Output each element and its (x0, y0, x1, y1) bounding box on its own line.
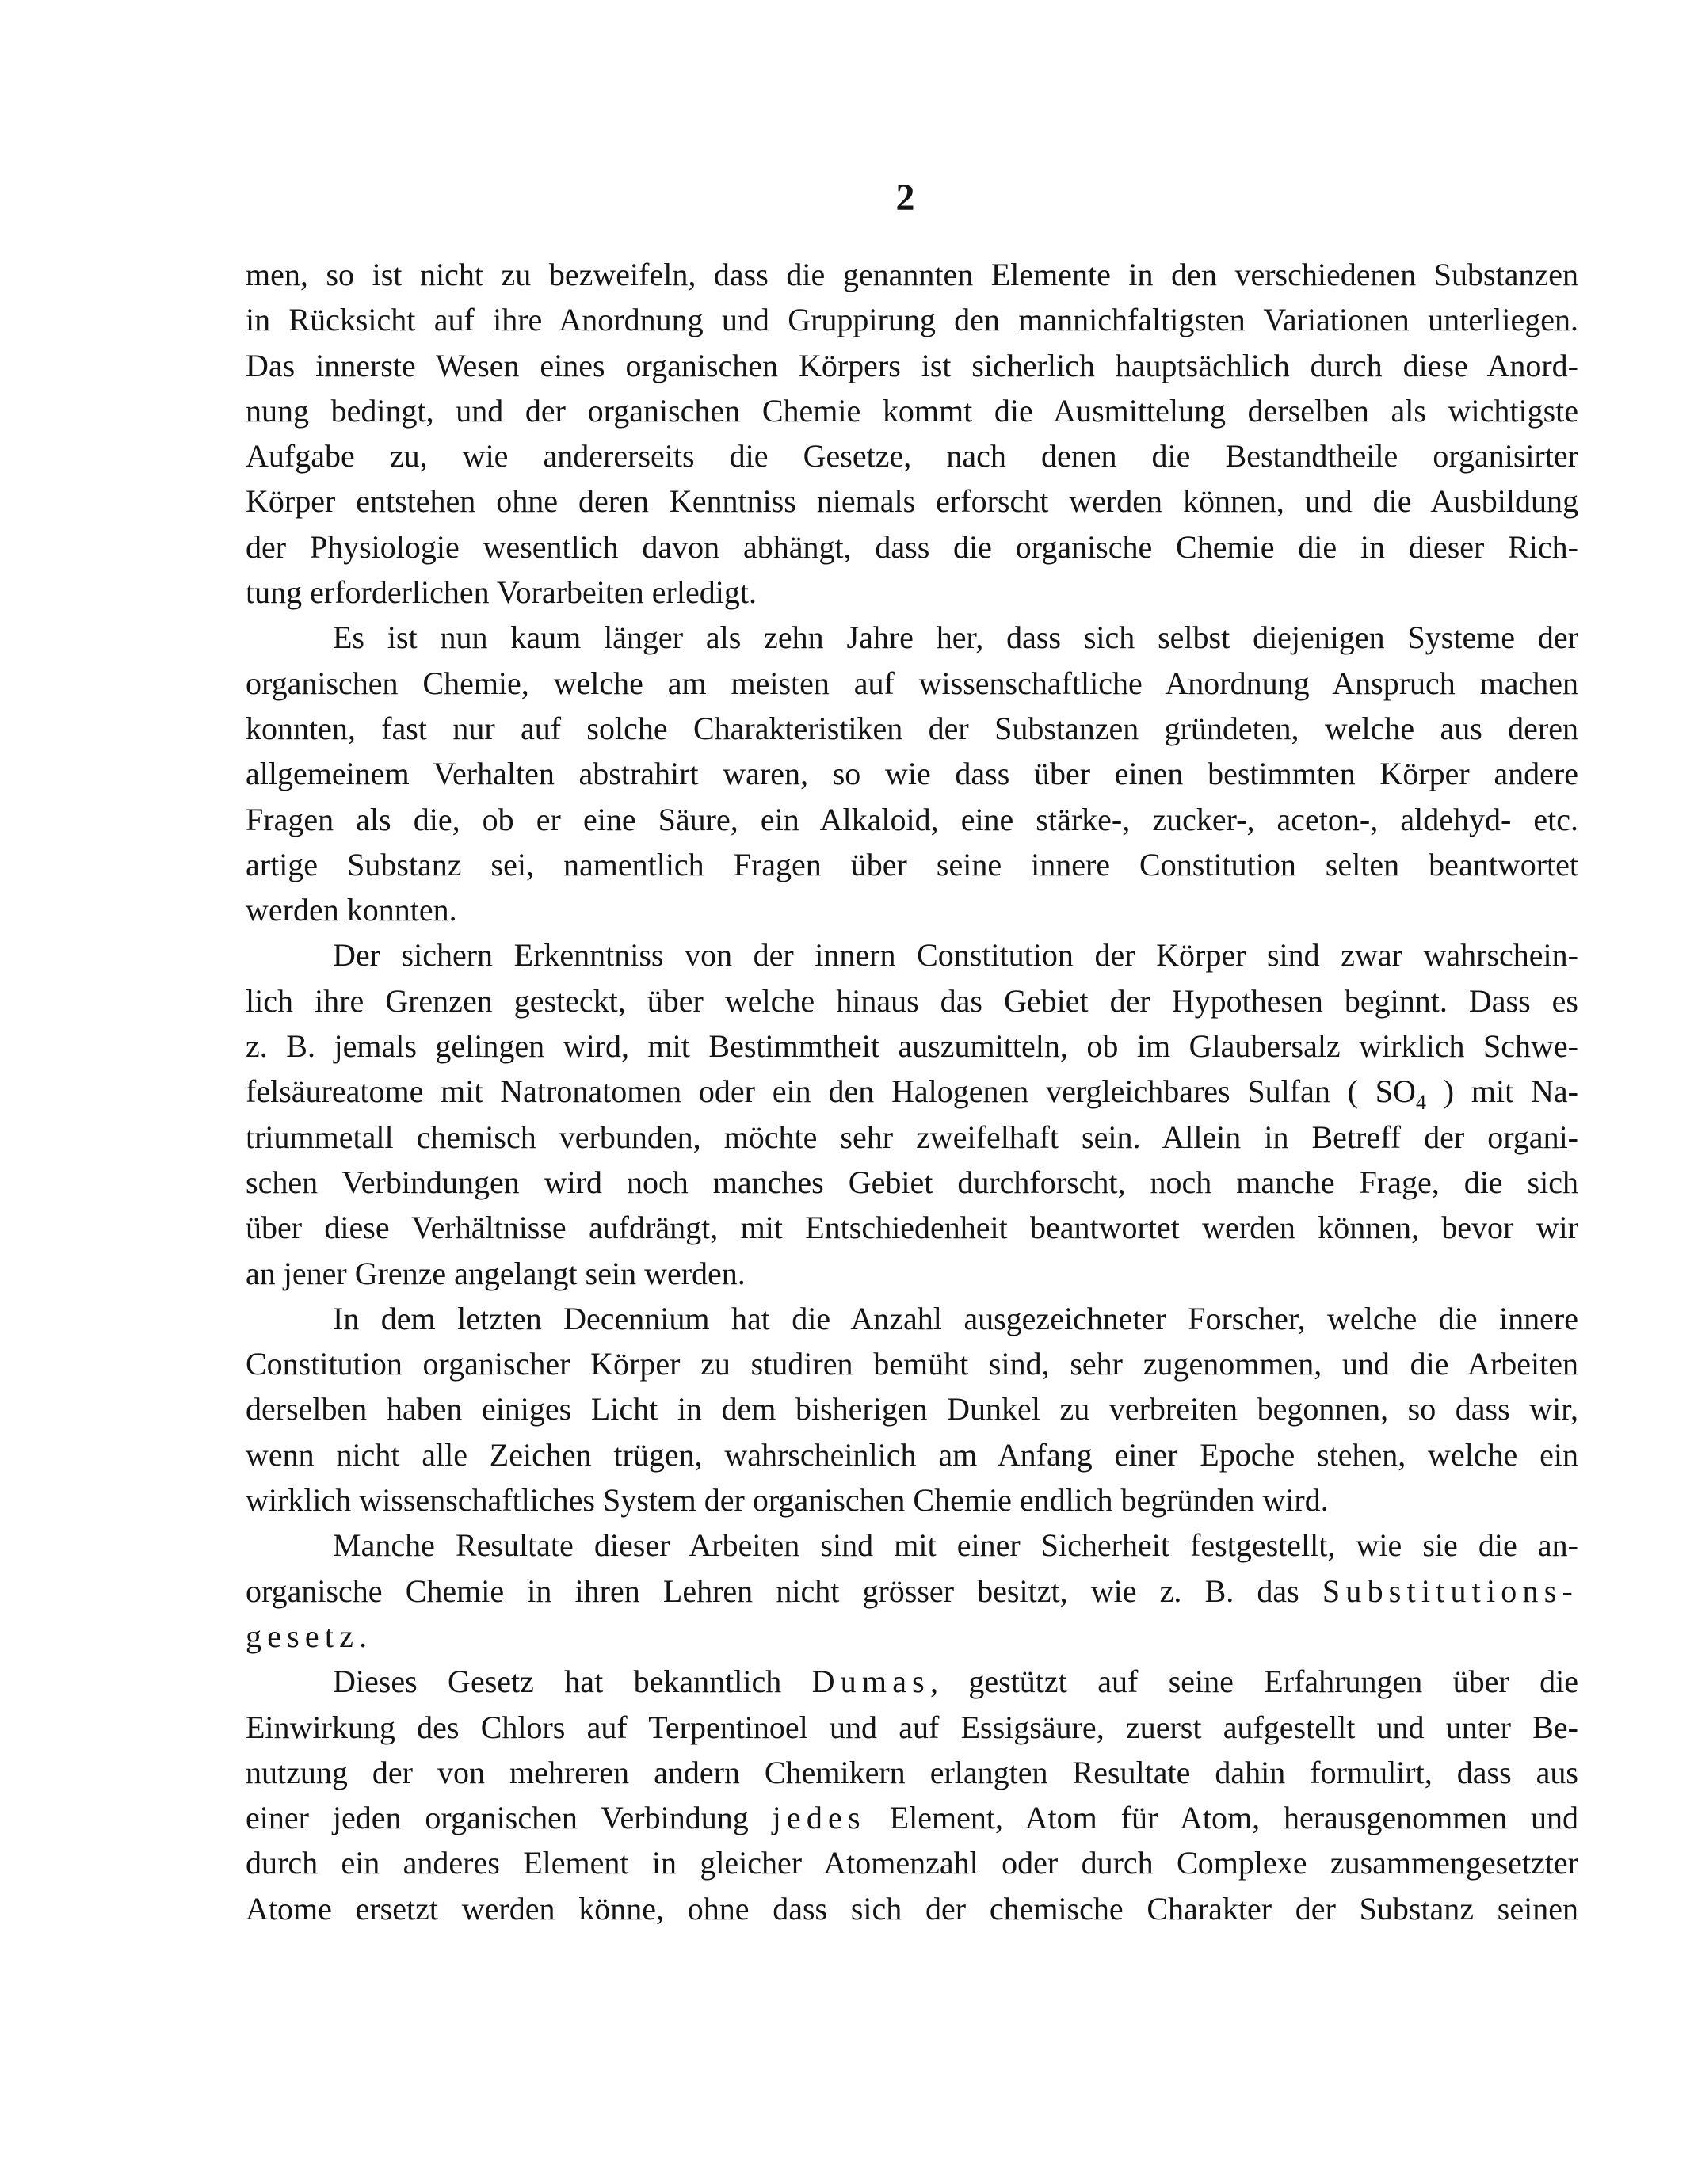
text-line (246, 1614, 1578, 1659)
text-fragment: Element, Atom für Atom, herausgenommen und (865, 1800, 1578, 1836)
text-line: allgemeinem Verhalten abstrahirt waren, so wie dass über einen bestimmten Körper andere (246, 756, 1578, 792)
text-line: werden konnten. (246, 892, 457, 928)
sulfan-formula-line (246, 1069, 1578, 1114)
text-line: Es ist nun kaum länger als zehn Jahre her, dass sich selbst diejenigen Systeme der (333, 619, 1578, 656)
emphasized-name: Dumas (811, 1664, 930, 1700)
text-line: Atome ersetzt werden könne, ohne dass sich der chemische Charakter der Substanz seinen (246, 1890, 1578, 1927)
emphasized-term: Substitutions- (1322, 1572, 1578, 1609)
text-fragment: felsäureatome mit Natronatomen oder ein den Halogenen vergleichbares Sulfan ( SO (246, 1073, 1416, 1110)
text-line: In dem letzten Decennium hat die Anzahl ausgezeichneter Forscher, welche die innere (333, 1300, 1578, 1336)
text-line: nutzung der von mehreren andern Chemikern erlangten Resultate dahin formulirt, dass aus (246, 1754, 1578, 1790)
text-line: Der sichern Erkenntniss von der innern Constitution der Körper sind zwar wahrschein- (333, 937, 1578, 974)
text-line: men, so ist nicht zu bezweifeln, dass die genannten Elemente in den verschiedenen Substanzen (246, 257, 1578, 292)
text-fragment: . (359, 1618, 368, 1654)
text-line: wirklich wissenschaftliches System der organischen Chemie endlich begründen wird. (246, 1482, 1329, 1519)
emphasized-term: jedes (772, 1800, 866, 1836)
text-line: Fragen als die, ob er eine Säure, ein Alkaloid, eine stärke-, zucker-, aceton-, aldehyd- etc. (246, 801, 1578, 837)
text-fragment: , gestützt auf seine Erfahrungen über die (929, 1664, 1578, 1700)
text-line: wenn nicht alle Zeichen trügen, wahrscheinlich am Anfang einer Epoche stehen, welche ein (246, 1436, 1578, 1473)
body-text (246, 252, 1578, 1931)
text-fragment: Dieses Gesetz hat bekanntlich (333, 1664, 812, 1700)
text-line: Körper entstehen ohne deren Kenntniss niemals erforscht werden können, und die Ausbildung (246, 483, 1578, 520)
text-fragment: einer jeden organischen Verbindung (246, 1800, 773, 1836)
text-line: nung bedingt, und der organischen Chemie kommt die Ausmittelung derselben als wichtigste (246, 392, 1578, 429)
text-line: konnten, fast nur auf solche Charakteristiken der Substanzen gründeten, welche aus deren (246, 710, 1578, 746)
text-line (246, 1795, 1578, 1840)
text-line: der Physiologie wesentlich davon abhängt, dass die organische Chemie die in dieser Rich- (246, 528, 1578, 565)
text-line: Einwirkung des Chlors auf Terpentinoel und auf Essigsäure, zuerst aufgestellt und unter Be- (246, 1709, 1578, 1745)
text-line: Manche Resultate dieser Arbeiten sind mit einer Sicherheit festgestellt, wie sie die an- (333, 1527, 1578, 1564)
text-line: in Rücksicht auf ihre Anordnung und Gruppirung den mannichfaltigsten Variationen unterliegen. (246, 302, 1578, 338)
text-line: derselben haben einiges Licht in dem bisherigen Dunkel zu verbreiten begonnen, so dass wir, (246, 1391, 1578, 1427)
text-line: über diese Verhältnisse aufdrängt, mit Entschiedenheit beantwortet werden können, bevor wir (246, 1210, 1578, 1246)
text-line: Constitution organischer Körper zu studiren bemüht sind, sehr zugenommen, und die Arbeiten (246, 1346, 1578, 1382)
text-line: Das innerste Wesen eines organischen Körpers ist sicherlich hauptsächlich durch diese Anord- (246, 347, 1578, 383)
emphasized-term: gesetz (246, 1618, 360, 1654)
text-line: schen Verbindungen wird noch manches Gebiet durchforscht, noch manche Frage, die sich (246, 1164, 1578, 1200)
text-line: Aufgabe zu, wie andererseits die Gesetze, nach denen die Bestandtheile organisirter (246, 438, 1578, 475)
text-line (246, 1568, 1578, 1614)
text-line (246, 1659, 1578, 1704)
page-number: 2 (895, 177, 915, 219)
text-line: artige Substanz sei, namentlich Fragen über seine innere Constitution selten beantwortet (246, 846, 1578, 882)
text-line: tung erforderlichen Vorarbeiten erledigt. (246, 574, 757, 611)
text-line: an jener Grenze angelangt sein werden. (246, 1255, 746, 1291)
formula-subscript: 4 (1415, 1091, 1426, 1115)
text-line: durch ein anderes Element in gleicher Atomenzahl oder durch Complexe zusammengesetzter (246, 1845, 1578, 1881)
text-line: lich ihre Grenzen gesteckt, über welche hinaus das Gebiet der Hypothesen beginnt. Dass es (246, 982, 1578, 1019)
text-fragment: ) mit Na- (1425, 1073, 1578, 1110)
text-line: z. B. jemals gelingen wird, mit Bestimmtheit auszumitteln, ob im Glaubersalz wirklich Schwe- (246, 1028, 1578, 1065)
text-line: organischen Chemie, welche am meisten auf wissenschaftliche Anordnung Anspruch machen (246, 665, 1578, 701)
text-line: triummetall chemisch verbunden, möchte sehr zweifelhaft sein. Allein in Betreff der organi- (246, 1119, 1578, 1155)
text-fragment: organische Chemie in ihren Lehren nicht grösser besitzt, wie z. B. das (246, 1572, 1322, 1609)
